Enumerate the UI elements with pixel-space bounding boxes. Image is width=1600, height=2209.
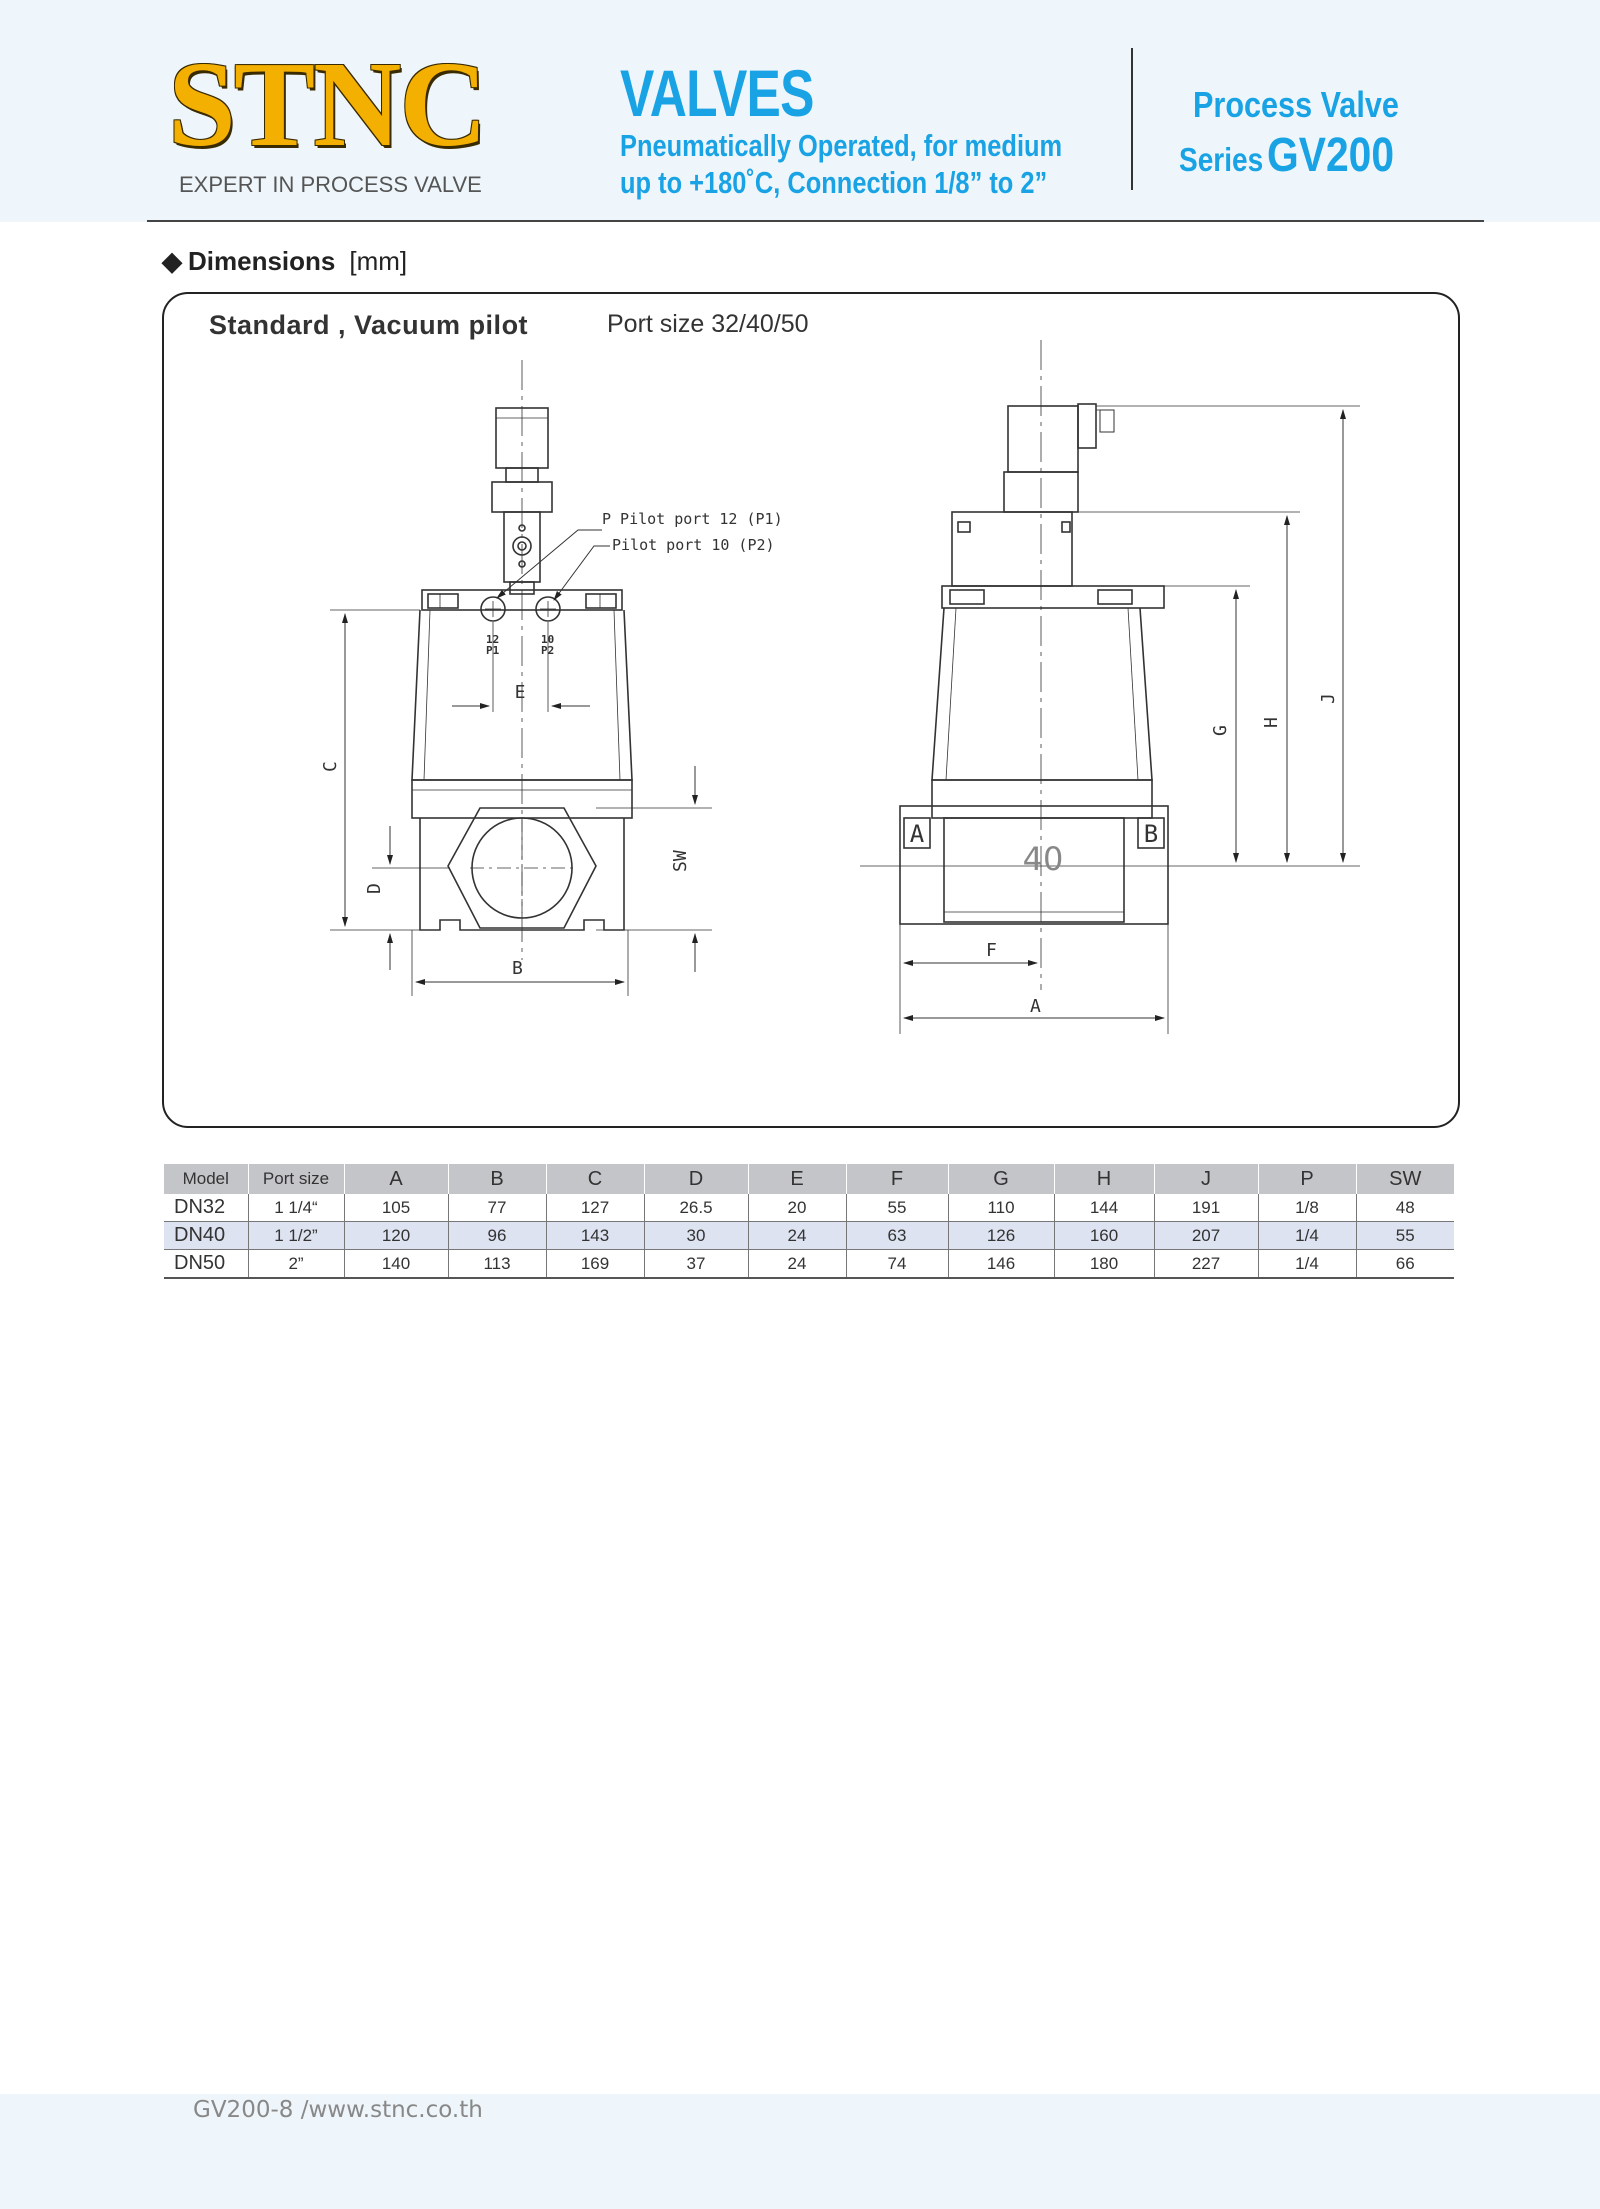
callout-pilot-10: Pilot port 10 (P2) <box>612 536 775 554</box>
cell-e: 20 <box>748 1194 846 1222</box>
cell-d: 26.5 <box>644 1194 748 1222</box>
dim-h-label: H <box>1261 717 1282 728</box>
cell-j: 227 <box>1154 1250 1258 1279</box>
col-header-port-size: Port size <box>248 1164 344 1194</box>
port-p2-label: P2 <box>541 644 555 657</box>
diamond-bullet-icon: ◆ <box>162 246 182 276</box>
variant-label: Standard , Vacuum pilot <box>209 310 529 340</box>
dim-g-label: G <box>1210 725 1231 736</box>
cell-j: 207 <box>1154 1222 1258 1250</box>
series-title: Process Valve <box>1193 84 1399 125</box>
col-header-b: B <box>448 1164 546 1194</box>
cell-model: DN40 <box>164 1222 248 1250</box>
cell-d: 30 <box>644 1222 748 1250</box>
port-size-label: Port size 32/40/50 <box>607 310 809 338</box>
cell-g: 126 <box>948 1222 1054 1250</box>
cell-sw: 48 <box>1356 1194 1454 1222</box>
port-12-label: 12 <box>486 633 500 646</box>
dim-sw-label: SW <box>670 850 691 872</box>
side-view <box>860 340 1360 1034</box>
table-header-row <box>164 1164 1454 1194</box>
cell-j: 191 <box>1154 1194 1258 1222</box>
col-header-h: H <box>1054 1164 1154 1194</box>
series-code: GV200 <box>1267 129 1395 182</box>
header-subtitle-line2: up to +180˚C, Connection 1/8” to 2” <box>620 165 1048 200</box>
cell-g: 146 <box>948 1250 1054 1279</box>
cell-f: 74 <box>846 1250 948 1279</box>
cell-port-size: 2” <box>248 1250 344 1279</box>
header-title: VALVES <box>620 56 814 130</box>
col-header-model: Model <box>164 1164 248 1194</box>
cell-f: 55 <box>846 1194 948 1222</box>
cell-p: 1/4 <box>1258 1222 1356 1250</box>
cell-b: 77 <box>448 1194 546 1222</box>
cell-f: 63 <box>846 1222 948 1250</box>
cell-c: 143 <box>546 1222 644 1250</box>
col-header-sw: SW <box>1356 1164 1454 1194</box>
port-b-mark: B <box>1143 820 1159 848</box>
logo-tagline: EXPERT IN PROCESS VALVE <box>179 172 482 197</box>
col-header-g: G <box>948 1164 1054 1194</box>
series-prefix: Series <box>1179 141 1264 178</box>
cell-model: DN32 <box>164 1194 248 1222</box>
cell-b: 96 <box>448 1222 546 1250</box>
table-row <box>164 1222 1454 1250</box>
cell-p: 1/4 <box>1258 1250 1356 1279</box>
cell-h: 160 <box>1054 1222 1154 1250</box>
dim-e-label: E <box>514 682 526 703</box>
footer-page-id: GV200-8 /www.stnc.co.th <box>193 2097 483 2123</box>
port-p1-label: P1 <box>486 644 500 657</box>
section-unit: [mm] <box>349 246 408 276</box>
cell-port-size: 1 1/2” <box>248 1222 344 1250</box>
col-header-a: A <box>344 1164 448 1194</box>
cell-c: 169 <box>546 1250 644 1279</box>
cell-c: 127 <box>546 1194 644 1222</box>
cell-e: 24 <box>748 1222 846 1250</box>
cell-sw: 66 <box>1356 1250 1454 1279</box>
dim-a-label: A <box>1030 996 1041 1017</box>
cell-g: 110 <box>948 1194 1054 1222</box>
callout-pilot-12: P Pilot port 12 (P1) <box>602 510 783 528</box>
cell-h: 180 <box>1054 1250 1154 1279</box>
cell-b: 113 <box>448 1250 546 1279</box>
dim-c-label: C <box>320 761 341 772</box>
body-size-mark: 40 <box>1022 840 1064 878</box>
dimensions-table <box>164 1164 1454 1279</box>
cell-a: 105 <box>344 1194 448 1222</box>
cell-h: 144 <box>1054 1194 1154 1222</box>
col-header-d: D <box>644 1164 748 1194</box>
stnc-logo: STNC <box>168 37 486 172</box>
dim-j-label: J <box>1318 693 1339 704</box>
front-view <box>330 360 712 996</box>
cell-sw: 55 <box>1356 1222 1454 1250</box>
port-10-label: 10 <box>541 633 555 646</box>
col-header-j: J <box>1154 1164 1258 1194</box>
dim-d-label: D <box>364 883 385 894</box>
table-row <box>164 1194 1454 1222</box>
header-subtitle-line1: Pneumatically Operated, for medium <box>620 128 1063 163</box>
section-title: Dimensions <box>188 246 336 276</box>
dim-f-label: F <box>986 940 997 961</box>
port-a-mark: A <box>909 820 925 848</box>
table-row <box>164 1250 1454 1279</box>
cell-model: DN50 <box>164 1250 248 1279</box>
col-header-p: P <box>1258 1164 1356 1194</box>
cell-p: 1/8 <box>1258 1194 1356 1222</box>
col-header-e: E <box>748 1164 846 1194</box>
cell-d: 37 <box>644 1250 748 1279</box>
cell-a: 120 <box>344 1222 448 1250</box>
dim-b-label: B <box>512 958 523 979</box>
cell-port-size: 1 1/4“ <box>248 1194 344 1222</box>
cell-a: 140 <box>344 1250 448 1279</box>
col-header-f: F <box>846 1164 948 1194</box>
cell-e: 24 <box>748 1250 846 1279</box>
col-header-c: C <box>546 1164 644 1194</box>
